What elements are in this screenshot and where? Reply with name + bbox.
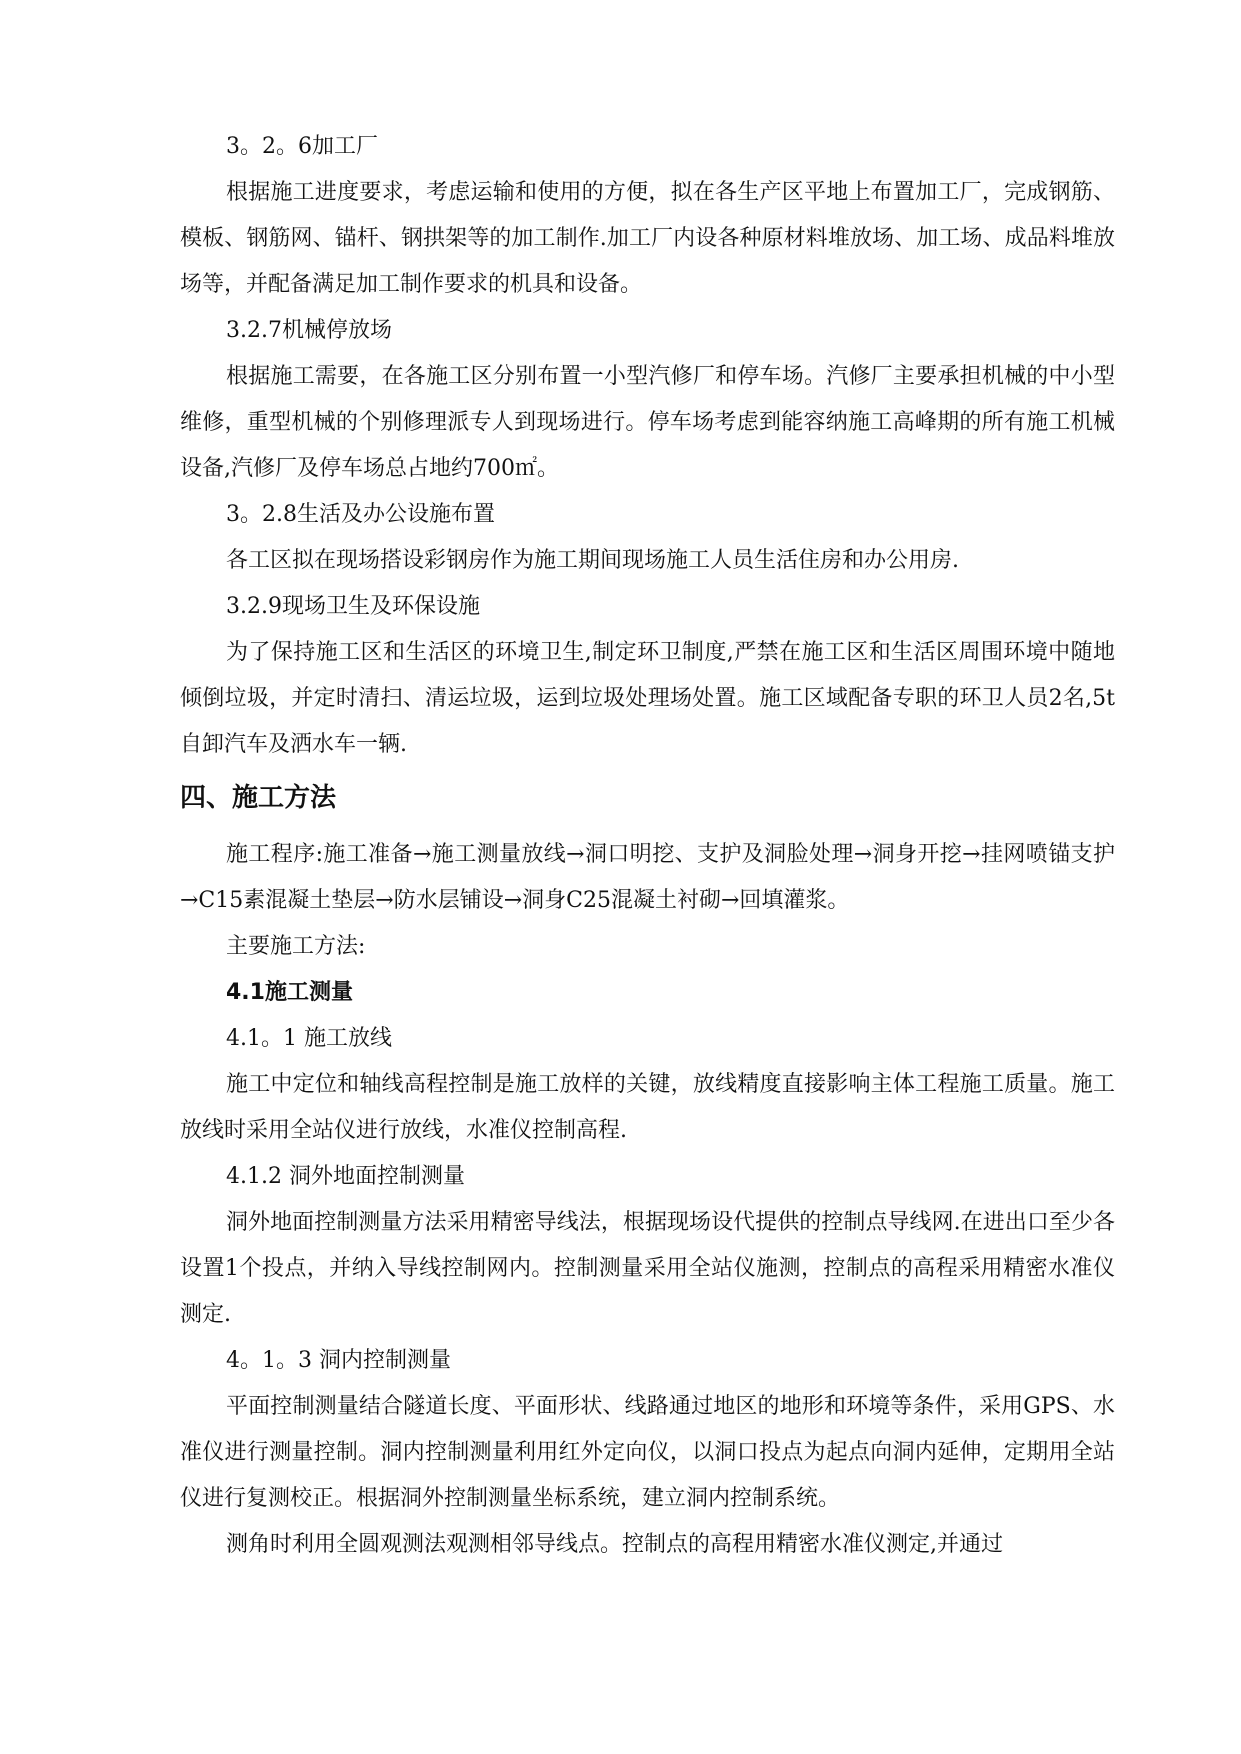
heading-3-2-7: 3.2.7机械停放场 <box>226 318 392 343</box>
paragraph-3-2-9: 为了保持施工区和生活区的环境卫生,制定环卫制度,严禁在施工区和生活区周围环境中随地倾倒垃圾，并定时清扫、清运垃圾，运到垃圾处理场处置。施工区域配备专职的环卫人员2名,5t自卸汽车及洒水车一辆. <box>180 640 1115 757</box>
paragraph-4-1-1: 施工中定位和轴线高程控制是施工放样的关键，放线精度直接影响主体工程施工质量。施工放线时采用全站仪进行放线，水准仪控制高程. <box>180 1072 1115 1143</box>
paragraph-4-1-3-continued: 测角时利用全圆观测法观测相邻导线点。控制点的高程用精密水准仪测定,并通过 <box>226 1532 1003 1557</box>
paragraph-3-2-6: 根据施工进度要求，考虑运输和使用的方便，拟在各生产区平地上布置加工厂，完成钢筋、模板、钢筋网、锚杆、钢拱架等的加工制作.加工厂内设各种原材料堆放场、加工场、成品料堆放场等，并配备满足加工制作要求的机具和设备。 <box>180 180 1115 297</box>
heading-4-1-1: 4.1。1 施工放线 <box>226 1026 392 1051</box>
paragraph-4-1-3: 平面控制测量结合隧道长度、平面形状、线路通过地区的地形和环境等条件，采用GPS、水准仪进行测量控制。洞内控制测量利用红外定向仪，以洞口投点为起点向洞内延伸，定期用全站仪进行复测校正。根据洞外控制测量坐标系统，建立洞内控制系统。 <box>180 1394 1115 1511</box>
chapter-4-title: 四、施工方法 <box>180 783 337 813</box>
heading-3-2-9: 3.2.9现场卫生及环保设施 <box>226 594 480 619</box>
heading-4-1: 4.1施工测量 <box>226 980 353 1005</box>
heading-3-2-8: 3。2.8生活及办公设施布置 <box>226 502 495 527</box>
heading-4-1-3: 4。1。3 洞内控制测量 <box>226 1348 451 1373</box>
paragraph-4-1-2: 洞外地面控制测量方法采用精密导线法，根据现场设代提供的控制点导线网.在进出口至少各设置1个投点，并纳入导线控制网内。控制测量采用全站仪施测，控制点的高程采用精密水准仪测定. <box>180 1210 1115 1327</box>
construction-procedure: 施工程序:施工准备→施工测量放线→洞口明挖、支护及洞脸处理→洞身开挖→挂网喷锚支护→C15素混凝土垫层→防水层铺设→洞身C25混凝土衬砌→回填灌浆。 <box>180 842 1115 913</box>
heading-3-2-6: 3。2。6加工厂 <box>226 134 378 159</box>
page-content <box>180 124 1115 1568</box>
main-methods-label: 主要施工方法: <box>226 934 366 959</box>
paragraph-3-2-7: 根据施工需要，在各施工区分别布置一小型汽修厂和停车场。汽修厂主要承担机械的中小型维修，重型机械的个别修理派专人到现场进行。停车场考虑到能容纳施工高峰期的所有施工机械设备,汽修厂及停车场总占地约700㎡。 <box>180 364 1115 481</box>
paragraph-3-2-8: 各工区拟在现场搭设彩钢房作为施工期间现场施工人员生活住房和办公用房. <box>226 548 959 573</box>
heading-4-1-2: 4.1.2 洞外地面控制测量 <box>226 1164 465 1189</box>
